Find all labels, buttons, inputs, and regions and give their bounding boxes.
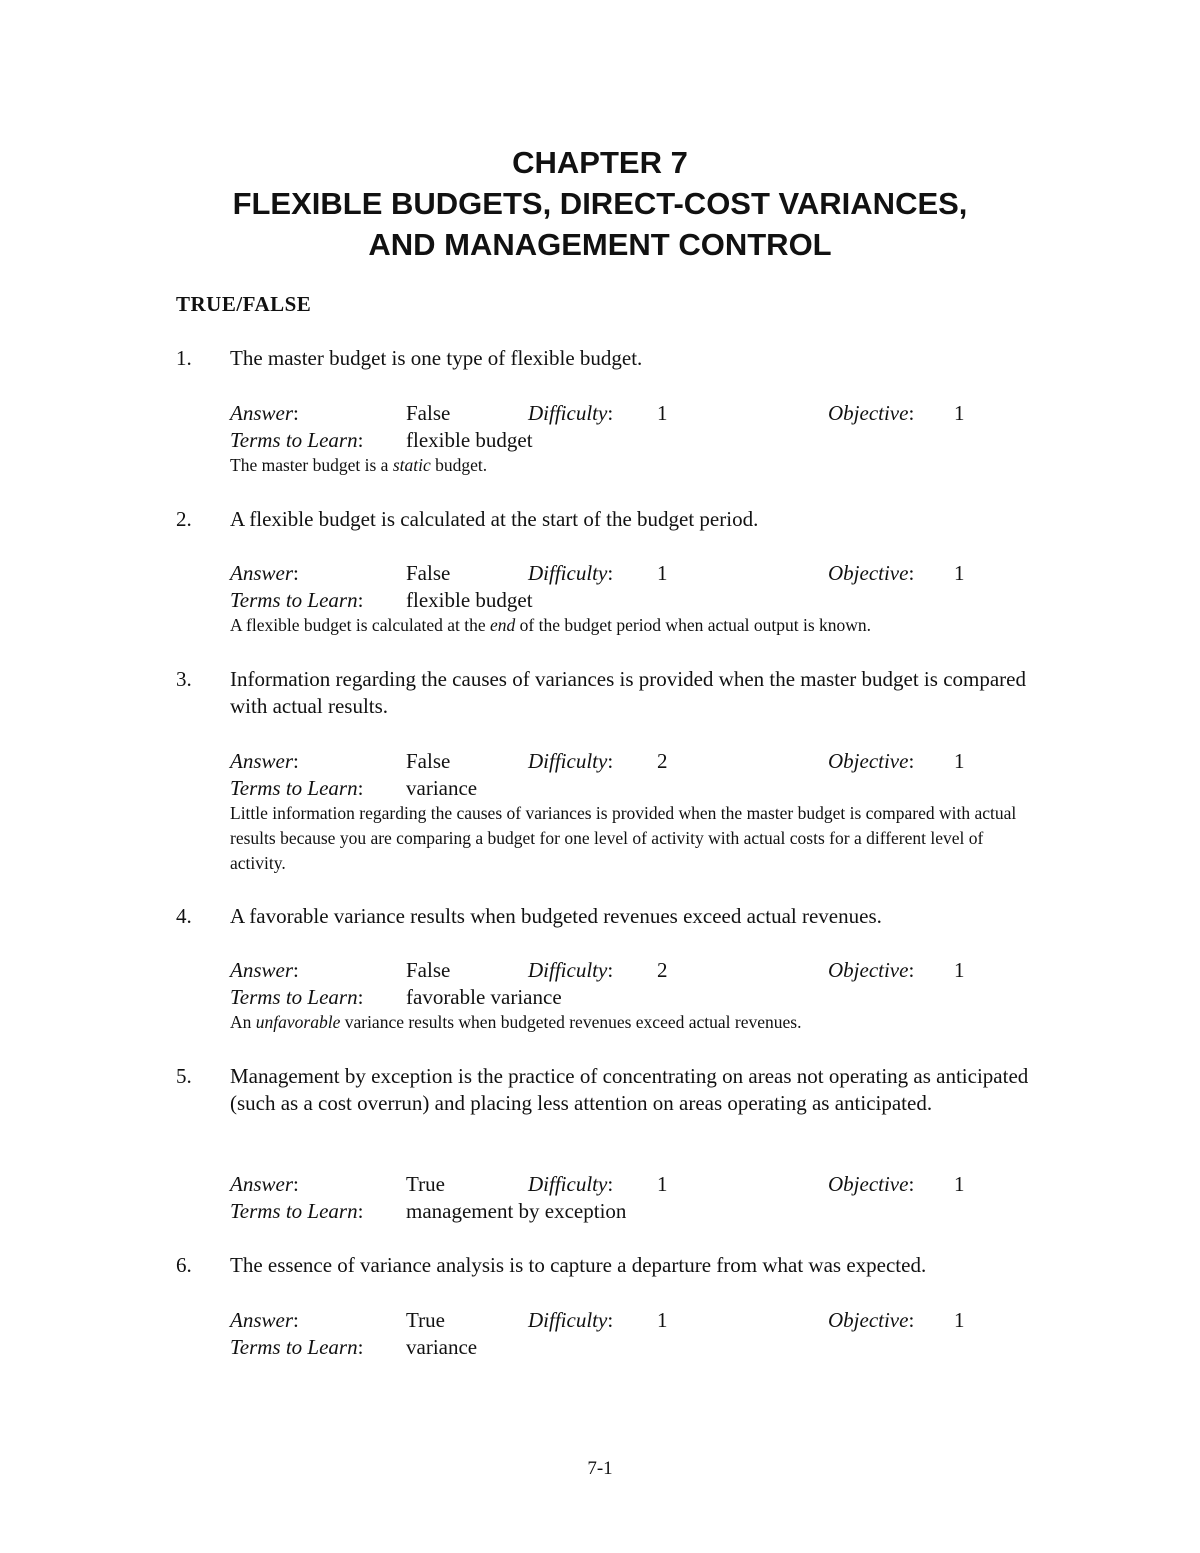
difficulty-label: Difficulty (528, 1308, 608, 1332)
difficulty-label: Difficulty (528, 561, 608, 585)
answer-value: False (406, 749, 451, 773)
objective-value: 1 (954, 958, 965, 982)
chapter-title-line-1: FLEXIBLE BUDGETS, DIRECT-COST VARIANCES, (232, 186, 968, 221)
answer-label: Answer (230, 958, 293, 982)
terms-label: Terms to Learn (230, 588, 358, 612)
answer-label: Answer (230, 749, 293, 773)
answer-value: False (406, 958, 451, 982)
answer-label: Answer (230, 401, 293, 425)
question-meta: Answer: False Difficulty: 1 Objective: 1 Terms to Learn: flexible budget (230, 561, 965, 612)
answer-label: Answer (230, 1308, 293, 1332)
difficulty-value: 1 (657, 401, 668, 425)
answer-label: Answer (230, 561, 293, 585)
explanation: An unfavorable variance results when budgeted revenues exceed actual revenues. (230, 1012, 802, 1032)
difficulty-value: 1 (657, 1308, 668, 1332)
terms-label: Terms to Learn (230, 1335, 358, 1359)
question-meta: Answer: True Difficulty: 1 Objective: 1 Terms to Learn: management by exception (230, 1172, 965, 1223)
chapter-heading (0, 142, 1200, 265)
terms-value: flexible budget (406, 428, 533, 452)
question-text: Management by exception is the practice of concentrating on areas not operating as anticipated (such as a cost overrun) and placing less attention on areas operating as anticipated. (230, 1064, 1029, 1115)
objective-label: Objective (828, 958, 909, 982)
answer-value: True (406, 1308, 445, 1332)
objective-value: 1 (954, 1308, 965, 1332)
answer-label: Answer (230, 1172, 293, 1196)
question-text: The essence of variance analysis is to capture a departure from what was expected. (230, 1253, 927, 1277)
chapter-number: CHAPTER 7 (512, 145, 688, 180)
difficulty-label: Difficulty (528, 958, 608, 982)
objective-value: 1 (954, 561, 965, 585)
objective-label: Objective (828, 561, 909, 585)
page-number: 7-1 (587, 1458, 613, 1479)
terms-label: Terms to Learn (230, 985, 358, 1009)
answer-value: False (406, 561, 451, 585)
question-meta: Answer: True Difficulty: 1 Objective: 1 Terms to Learn: variance (230, 1308, 965, 1359)
terms-value: favorable variance (406, 985, 562, 1009)
explanation: A flexible budget is calculated at the end of the budget period when actual output is known. (230, 615, 872, 635)
question-number: 3. (176, 667, 192, 691)
question-number: 6. (176, 1253, 192, 1277)
question-number: 1. (176, 346, 192, 370)
question-number: 5. (176, 1064, 192, 1088)
question-text: A flexible budget is calculated at the start of the budget period. (230, 507, 759, 531)
question-meta: Answer: False Difficulty: 1 Objective: 1 Terms to Learn: flexible budget (230, 401, 965, 452)
objective-label: Objective (828, 401, 909, 425)
objective-label: Objective (828, 1308, 909, 1332)
answer-value: True (406, 1172, 445, 1196)
question-meta: Answer: False Difficulty: 2 Objective: 1 Terms to Learn: variance (230, 749, 965, 800)
difficulty-label: Difficulty (528, 401, 608, 425)
terms-value: flexible budget (406, 588, 533, 612)
terms-label: Terms to Learn (230, 428, 358, 452)
objective-value: 1 (954, 401, 965, 425)
terms-label: Terms to Learn (230, 1199, 358, 1223)
difficulty-value: 1 (657, 1172, 668, 1196)
answer-value: False (406, 401, 451, 425)
terms-value: management by exception (406, 1199, 627, 1223)
terms-value: variance (406, 1335, 478, 1359)
objective-label: Objective (828, 749, 909, 773)
difficulty-label: Difficulty (528, 749, 608, 773)
objective-value: 1 (954, 1172, 965, 1196)
question-number: 2. (176, 507, 192, 531)
difficulty-label: Difficulty (528, 1172, 608, 1196)
question-text: A favorable variance results when budgeted revenues exceed actual revenues. (230, 904, 882, 928)
difficulty-value: 2 (657, 749, 668, 773)
question-number: 4. (176, 904, 192, 928)
question-meta: Answer: False Difficulty: 2 Objective: 1 Terms to Learn: favorable variance (230, 958, 965, 1009)
terms-value: variance (406, 776, 478, 800)
objective-value: 1 (954, 749, 965, 773)
question-text: Information regarding the causes of variances is provided when the master budget is compared with actual results. (230, 667, 1026, 718)
terms-label: Terms to Learn (230, 776, 358, 800)
explanation: The master budget is a static budget. (230, 455, 488, 475)
difficulty-value: 1 (657, 561, 668, 585)
explanation: Little information regarding the causes of variances is provided when the master budget is compared with actual results because you are comparing a budget for one level of activity with actual costs for a different level of activity. (230, 803, 1017, 873)
section-heading: TRUE/FALSE (176, 292, 312, 316)
question-text: The master budget is one type of flexible budget. (230, 346, 643, 370)
difficulty-value: 2 (657, 958, 668, 982)
chapter-title-line-2: AND MANAGEMENT CONTROL (368, 227, 832, 262)
objective-label: Objective (828, 1172, 909, 1196)
